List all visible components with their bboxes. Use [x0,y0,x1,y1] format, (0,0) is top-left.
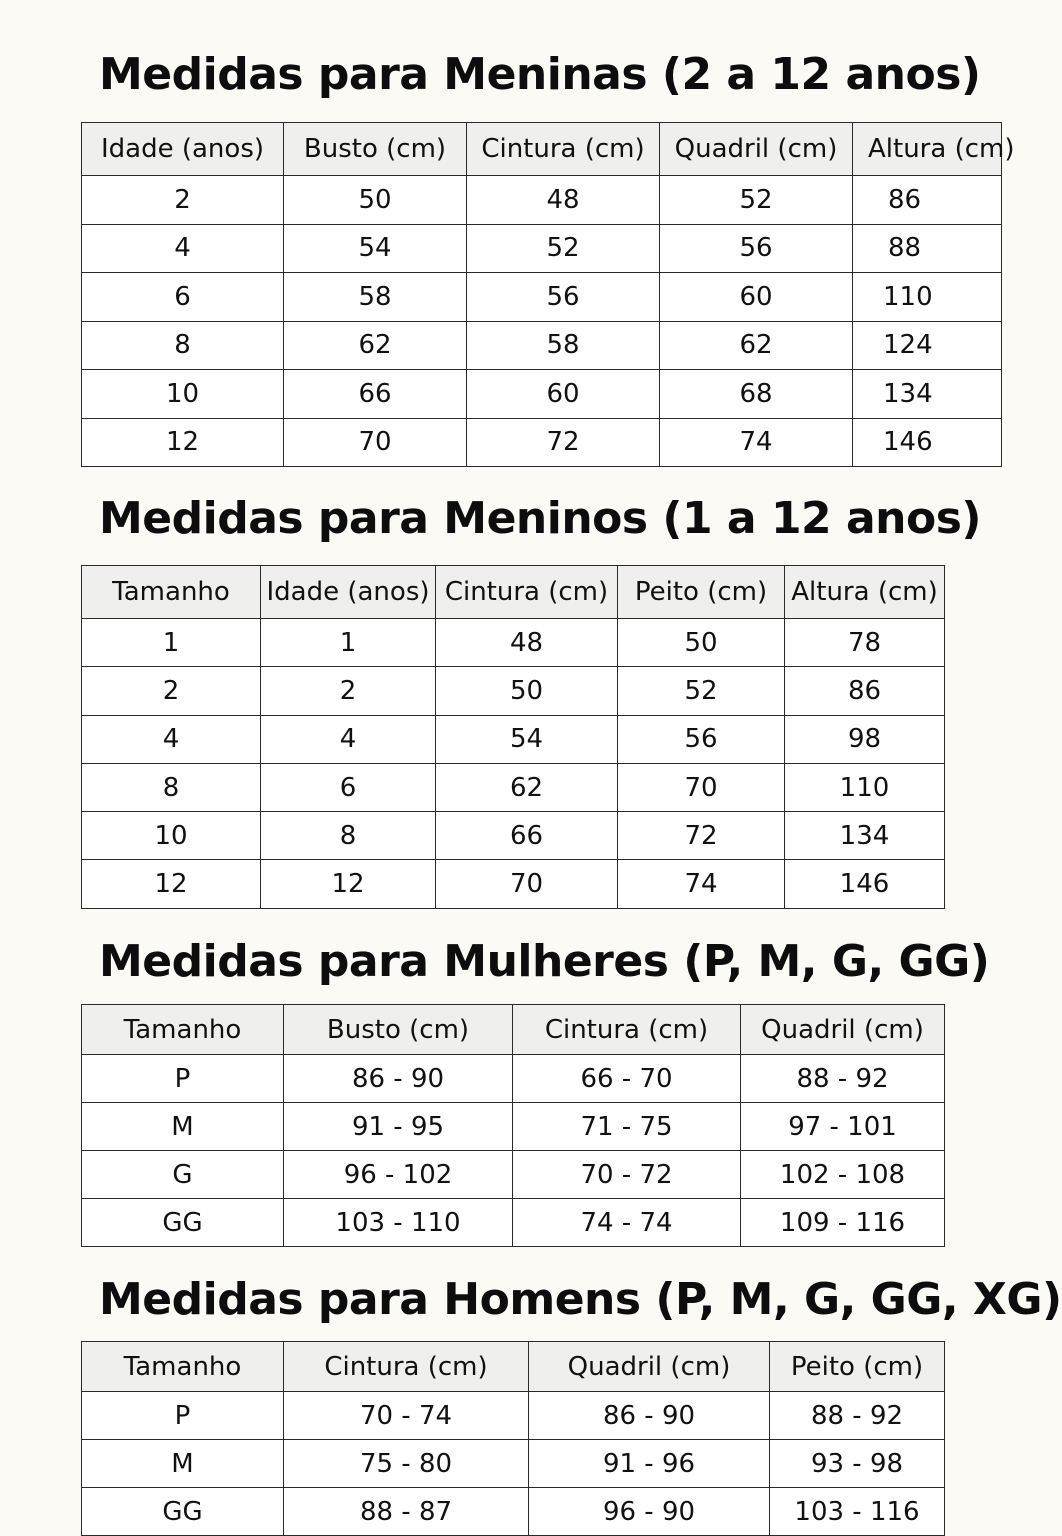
table-cell: 70 [618,763,785,811]
table-cell: 62 [436,763,618,811]
table-row [82,1440,945,1488]
table-cell: 4 [82,224,284,273]
table-cell: 60 [467,370,660,419]
table-meninas [81,122,1015,467]
column-header: Busto (cm) [284,1005,513,1055]
table-meninos [81,565,945,909]
table-cell: GG [82,1488,284,1536]
table-cell: 4 [82,715,261,763]
table-cell: 146 [853,418,1002,467]
table-cell: 74 [618,860,785,908]
table-cell: P [82,1055,284,1103]
table-cell: 56 [618,715,785,763]
column-header: Quadril (cm) [529,1342,770,1392]
table-cell: 110 [785,763,945,811]
table-cell: 54 [284,224,467,273]
table-cell: 62 [660,321,853,370]
table-cell: 8 [82,763,261,811]
table-cell: 62 [284,321,467,370]
column-header: Peito (cm) [770,1342,945,1392]
column-header: Busto (cm) [284,123,467,176]
table-cell: 10 [82,812,261,860]
table-cell: 52 [660,176,853,225]
table-cell: 54 [436,715,618,763]
table-row [82,1055,945,1103]
table-cell: 50 [618,619,785,667]
table-wrap-meninos [81,565,944,908]
table-cell: M [82,1103,284,1151]
table-cell: 91 - 95 [284,1103,513,1151]
table-cell: 74 [660,418,853,467]
table-cell: 109 - 116 [741,1199,945,1247]
table-cell: 12 [82,418,284,467]
table-cell: 97 - 101 [741,1103,945,1151]
column-header: Idade (anos) [82,123,284,176]
table-cell: 68 [660,370,853,419]
table-row [82,1392,945,1440]
column-header: Tamanho [82,1342,284,1392]
table-wrap-mulheres [81,1004,944,1248]
table-cell: 8 [82,321,284,370]
table-cell: 66 [436,812,618,860]
table-cell: 72 [618,812,785,860]
table-row [82,715,945,763]
table-cell: 50 [436,667,618,715]
table-cell: 56 [467,273,660,322]
table-cell: 52 [467,224,660,273]
table-cell: 86 - 90 [529,1392,770,1440]
column-header: Quadril (cm) [741,1005,945,1055]
table-row [82,321,1002,370]
table-row [82,667,945,715]
column-header: Peito (cm) [618,566,785,619]
table-cell: 93 - 98 [770,1440,945,1488]
table-cell: G [82,1151,284,1199]
table-cell: 75 - 80 [284,1440,529,1488]
table-cell: 110 [853,273,1002,322]
header-row [82,1005,945,1055]
column-header: Cintura (cm) [467,123,660,176]
table-cell: 88 - 92 [741,1055,945,1103]
table-cell: 66 [284,370,467,419]
table-wrap-meninas [81,122,1015,467]
column-header: Cintura (cm) [436,566,618,619]
header-row [82,123,1002,176]
table-row [82,812,945,860]
table-cell: 78 [785,619,945,667]
column-header: Altura (cm) [853,123,1002,176]
column-header: Idade (anos) [261,566,436,619]
column-header: Quadril (cm) [660,123,853,176]
section-title-homens: Medidas para Homens (P, M, G, GG, XG) [99,1274,1062,1325]
table-row [82,763,945,811]
table-row [82,619,945,667]
table-cell: 134 [785,812,945,860]
table-cell: GG [82,1199,284,1247]
column-header: Altura (cm) [785,566,945,619]
table-cell: 86 [785,667,945,715]
table-mulheres [81,1004,945,1247]
header-row [82,566,945,619]
table-cell: 56 [660,224,853,273]
table-cell: 86 - 90 [284,1055,513,1103]
table-cell: 58 [284,273,467,322]
table-cell: 2 [82,667,261,715]
table-cell: 91 - 96 [529,1440,770,1488]
table-row [82,418,1002,467]
table-cell: 96 - 102 [284,1151,513,1199]
section-title-meninos: Medidas para Meninos (1 a 12 anos) [99,493,982,544]
table-cell: 88 - 92 [770,1392,945,1440]
table-cell: 1 [82,619,261,667]
table-row [82,176,1002,225]
table-row [82,1199,945,1247]
table-cell: P [82,1392,284,1440]
table-row [82,370,1002,419]
section-title-meninas: Medidas para Meninas (2 a 12 anos) [99,49,981,100]
table-cell: 71 - 75 [513,1103,741,1151]
table-cell: 103 - 116 [770,1488,945,1536]
table-cell: 1 [261,619,436,667]
table-cell: 6 [261,763,436,811]
table-cell: 88 [853,224,1002,273]
table-cell: 12 [261,860,436,908]
table-cell: 98 [785,715,945,763]
column-header: Cintura (cm) [284,1342,529,1392]
table-cell: 134 [853,370,1002,419]
table-cell: 2 [82,176,284,225]
table-cell: 10 [82,370,284,419]
table-cell: 2 [261,667,436,715]
table-cell: 70 - 72 [513,1151,741,1199]
table-cell: 58 [467,321,660,370]
table-row [82,1488,945,1536]
column-header: Tamanho [82,1005,284,1055]
table-cell: 86 [853,176,1002,225]
header-row [82,1342,945,1392]
table-cell: 96 - 90 [529,1488,770,1536]
table-cell: 74 - 74 [513,1199,741,1247]
table-row [82,273,1002,322]
table-cell: 66 - 70 [513,1055,741,1103]
table-homens [81,1341,945,1536]
table-cell: 60 [660,273,853,322]
table-cell: 146 [785,860,945,908]
column-header: Cintura (cm) [513,1005,741,1055]
table-cell: 72 [467,418,660,467]
table-wrap-homens [81,1341,944,1536]
table-row [82,224,1002,273]
table-cell: 70 [436,860,618,908]
table-cell: 48 [436,619,618,667]
table-cell: 88 - 87 [284,1488,529,1536]
column-header: Tamanho [82,566,261,619]
table-cell: 12 [82,860,261,908]
table-cell: 50 [284,176,467,225]
section-title-mulheres: Medidas para Mulheres (P, M, G, GG) [99,936,990,987]
table-cell: 48 [467,176,660,225]
table-cell: 70 [284,418,467,467]
table-cell: 102 - 108 [741,1151,945,1199]
table-cell: 6 [82,273,284,322]
table-row [82,1103,945,1151]
table-cell: 52 [618,667,785,715]
table-cell: 8 [261,812,436,860]
table-row [82,1151,945,1199]
table-cell: 70 - 74 [284,1392,529,1440]
table-cell: 103 - 110 [284,1199,513,1247]
table-cell: M [82,1440,284,1488]
table-cell: 4 [261,715,436,763]
table-cell: 124 [853,321,1002,370]
table-row [82,860,945,908]
